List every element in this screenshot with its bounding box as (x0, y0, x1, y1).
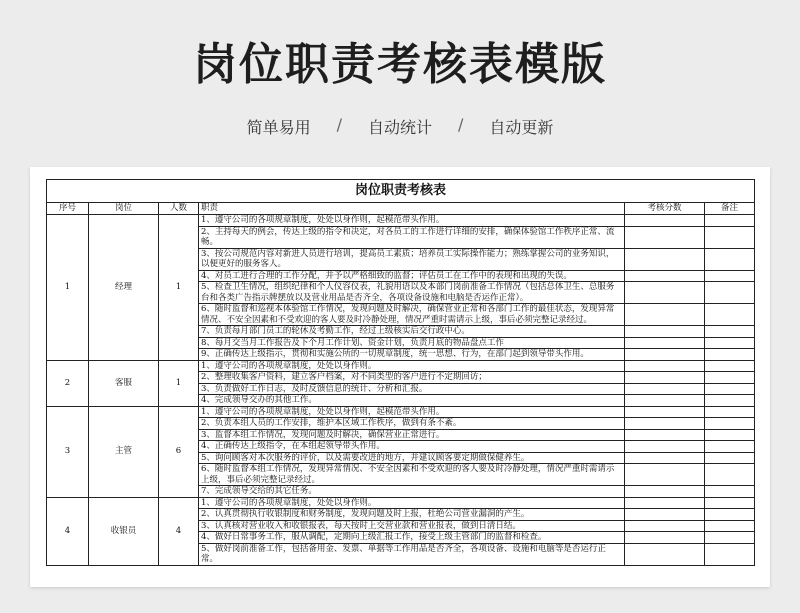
cell-score[interactable] (625, 486, 705, 498)
table-row (47, 215, 755, 227)
cell-score[interactable] (625, 452, 705, 464)
cell-duty: 6、随时监督和巡视本体验馆工作情况，发现问题及时解决，确保营业正常和各部门工作的最佳状态，发现异常情况、不安全因素和不受欢迎的客人要及时冷静处理，情况严重时需请示上级，事后必须完整记录经过。 (199, 304, 625, 326)
cell-score[interactable] (625, 226, 705, 248)
cell-remark[interactable] (705, 441, 755, 453)
cell-count: 6 (159, 406, 199, 497)
cell-count: 1 (159, 215, 199, 361)
cell-remark[interactable] (705, 270, 755, 282)
header-count: 人数 (159, 203, 199, 215)
cell-score[interactable] (625, 326, 705, 338)
tag-easy: 简单易用 (246, 118, 311, 137)
cell-duty: 1、遵守公司的各项规章制度，处处以身作则。 (199, 360, 625, 372)
cell-duty: 3、负责做好工作日志，及时反馈信息的统计、分析和汇报。 (199, 383, 625, 395)
cell-score[interactable] (625, 520, 705, 532)
cell-remark[interactable] (705, 429, 755, 441)
cell-duty: 3、按公司规范内容对新进人员进行培训，提高员工素质；培养员工实际操作能力；熟练掌握公司的业务知识，以便更好的服务客人。 (199, 248, 625, 270)
cell-score[interactable] (625, 360, 705, 372)
cell-score[interactable] (625, 395, 705, 407)
assessment-table (46, 179, 755, 566)
cell-duty: 2、整理收集客户资料，建立客户档案，对不同类型的客户进行不定期回访； (199, 372, 625, 384)
cell-duty: 2、认真贯彻执行收银制度和财务制度，发现问题及时上报，杜绝公司营业漏洞的产生。 (199, 509, 625, 521)
cell-duty: 8、每月交当月工作报告及下个月工作计划、资金计划，负责月底的物品盘点工作 (199, 337, 625, 349)
cell-score[interactable] (625, 282, 705, 304)
cell-duty: 5、做好岗前准备工作，包括备用金、发票、单据等工作用品是否齐全，各项设备、设施和电脑等是否运行正常。 (199, 543, 625, 565)
cell-score[interactable] (625, 532, 705, 544)
header-position: 岗位 (89, 203, 159, 215)
cell-remark[interactable] (705, 486, 755, 498)
header-remark: 备注 (705, 203, 755, 215)
cell-duty: 4、做好日常事务工作，服从调配，定期向上级汇报工作，接受上级主管部门的监督和检查。 (199, 532, 625, 544)
cell-no: 1 (47, 215, 89, 361)
cell-duty: 3、认真核对营业收入和收银报表，每天按时上交营业款和营业报表，做到日清日结。 (199, 520, 625, 532)
cell-remark[interactable] (705, 383, 755, 395)
cell-remark[interactable] (705, 215, 755, 227)
cell-score[interactable] (625, 429, 705, 441)
cell-score[interactable] (625, 543, 705, 565)
cell-count: 4 (159, 497, 199, 565)
cell-no: 3 (47, 406, 89, 497)
cell-duty: 6、随时监督本组工作情况，发现异常情况、不安全因素和不受欢迎的客人要及时冷静处理，情况严重时需请示上级，事后必须完整记录经过。 (199, 464, 625, 486)
cell-score[interactable] (625, 464, 705, 486)
cell-position: 经理 (89, 215, 159, 361)
spreadsheet-preview (30, 167, 770, 587)
cell-duty: 2、负责本组人员的工作安排，维护本区域工作秩序，做到有条不紊。 (199, 418, 625, 430)
tag-auto-stats: 自动统计 (367, 118, 432, 137)
cell-score[interactable] (625, 383, 705, 395)
cell-duty: 4、对员工进行合理的工作分配，并予以严格细致的监督；评估员工在工作中的表现和出现的失误。 (199, 270, 625, 282)
cell-remark[interactable] (705, 452, 755, 464)
cell-score[interactable] (625, 304, 705, 326)
cell-remark[interactable] (705, 497, 755, 509)
tag-separator: / (336, 115, 342, 134)
cell-remark[interactable] (705, 282, 755, 304)
cell-duty: 9、正确传达上级指示，贯彻和实施公所的一切规章制度，统一思想、行为，在部门起到领导带头作用。 (199, 349, 625, 361)
cell-score[interactable] (625, 509, 705, 521)
cell-remark[interactable] (705, 326, 755, 338)
cell-remark[interactable] (705, 349, 755, 361)
cell-remark[interactable] (705, 509, 755, 521)
cell-remark[interactable] (705, 464, 755, 486)
header-score: 考核分数 (625, 203, 705, 215)
cell-remark[interactable] (705, 532, 755, 544)
cell-duty: 7、完成领导交给的其它任务。 (199, 486, 625, 498)
cell-remark[interactable] (705, 304, 755, 326)
cell-score[interactable] (625, 418, 705, 430)
cell-remark[interactable] (705, 337, 755, 349)
cell-remark[interactable] (705, 543, 755, 565)
tag-auto-update: 自动更新 (489, 118, 554, 137)
cell-remark[interactable] (705, 248, 755, 270)
cell-score[interactable] (625, 349, 705, 361)
cell-remark[interactable] (705, 406, 755, 418)
banner-title: 岗位职责考核表模版 (193, 39, 607, 90)
cell-duty: 4、正确传达上级指令，在本组起领导带头作用。 (199, 441, 625, 453)
cell-duty: 1、遵守公司的各项规章制度，处处以身作则，起模范带头作用。 (199, 215, 625, 227)
cell-remark[interactable] (705, 395, 755, 407)
cell-score[interactable] (625, 372, 705, 384)
cell-score[interactable] (625, 441, 705, 453)
cell-score[interactable] (625, 406, 705, 418)
cell-position: 客服 (89, 360, 159, 406)
cell-remark[interactable] (705, 520, 755, 532)
cell-count: 1 (159, 360, 199, 406)
cell-remark[interactable] (705, 372, 755, 384)
cell-duty: 5、询问顾客对本次服务的评价，以及需要改进的地方，并建议顾客要定期做保健养生。 (199, 452, 625, 464)
header-no: 序号 (47, 203, 89, 215)
cell-remark[interactable] (705, 226, 755, 248)
tag-separator: / (458, 115, 464, 134)
cell-remark[interactable] (705, 418, 755, 430)
cell-duty: 5、检查卫生情况，组织纪律和个人仪容仪表，礼貌用语以及本部门岗前准备工作情况（包括总体卫生、总服务台和各类广告指示牌摆放以及营业用品是否齐全，各项设备设施和电脑是否运作正常）。 (199, 282, 625, 304)
table-row (47, 497, 755, 509)
sheet-title: 岗位职责考核表 (47, 180, 755, 203)
cell-remark[interactable] (705, 360, 755, 372)
table-row (47, 406, 755, 418)
cell-score[interactable] (625, 497, 705, 509)
cell-no: 2 (47, 360, 89, 406)
cell-score[interactable] (625, 248, 705, 270)
cell-score[interactable] (625, 215, 705, 227)
cell-duty: 7、负责每月部门员工的轮休及考勤工作，经过上级核实后交行政中心。 (199, 326, 625, 338)
cell-no: 4 (47, 497, 89, 565)
cell-score[interactable] (625, 270, 705, 282)
cell-duty: 1、遵守公司的各项规章制度，处处以身作则。 (199, 497, 625, 509)
cell-position: 主管 (89, 406, 159, 497)
table-row (47, 360, 755, 372)
feature-tags (0, 115, 800, 138)
cell-duty: 4、完成领导交办的其他工作。 (199, 395, 625, 407)
cell-duty: 2、主持每天的例会，传达上级的指令和决定，对各员工的工作进行详细的安排，确保体验馆工作秩序正常、流畅。 (199, 226, 625, 248)
cell-duty: 1、遵守公司的各项规章制度，处处以身作则，起模范带头作用。 (199, 406, 625, 418)
header-duty: 职责 (199, 203, 625, 215)
cell-score[interactable] (625, 337, 705, 349)
cell-duty: 3、监督本组工作情况，发现问题及时解决，确保营业正常进行。 (199, 429, 625, 441)
cell-position: 收银员 (89, 497, 159, 565)
